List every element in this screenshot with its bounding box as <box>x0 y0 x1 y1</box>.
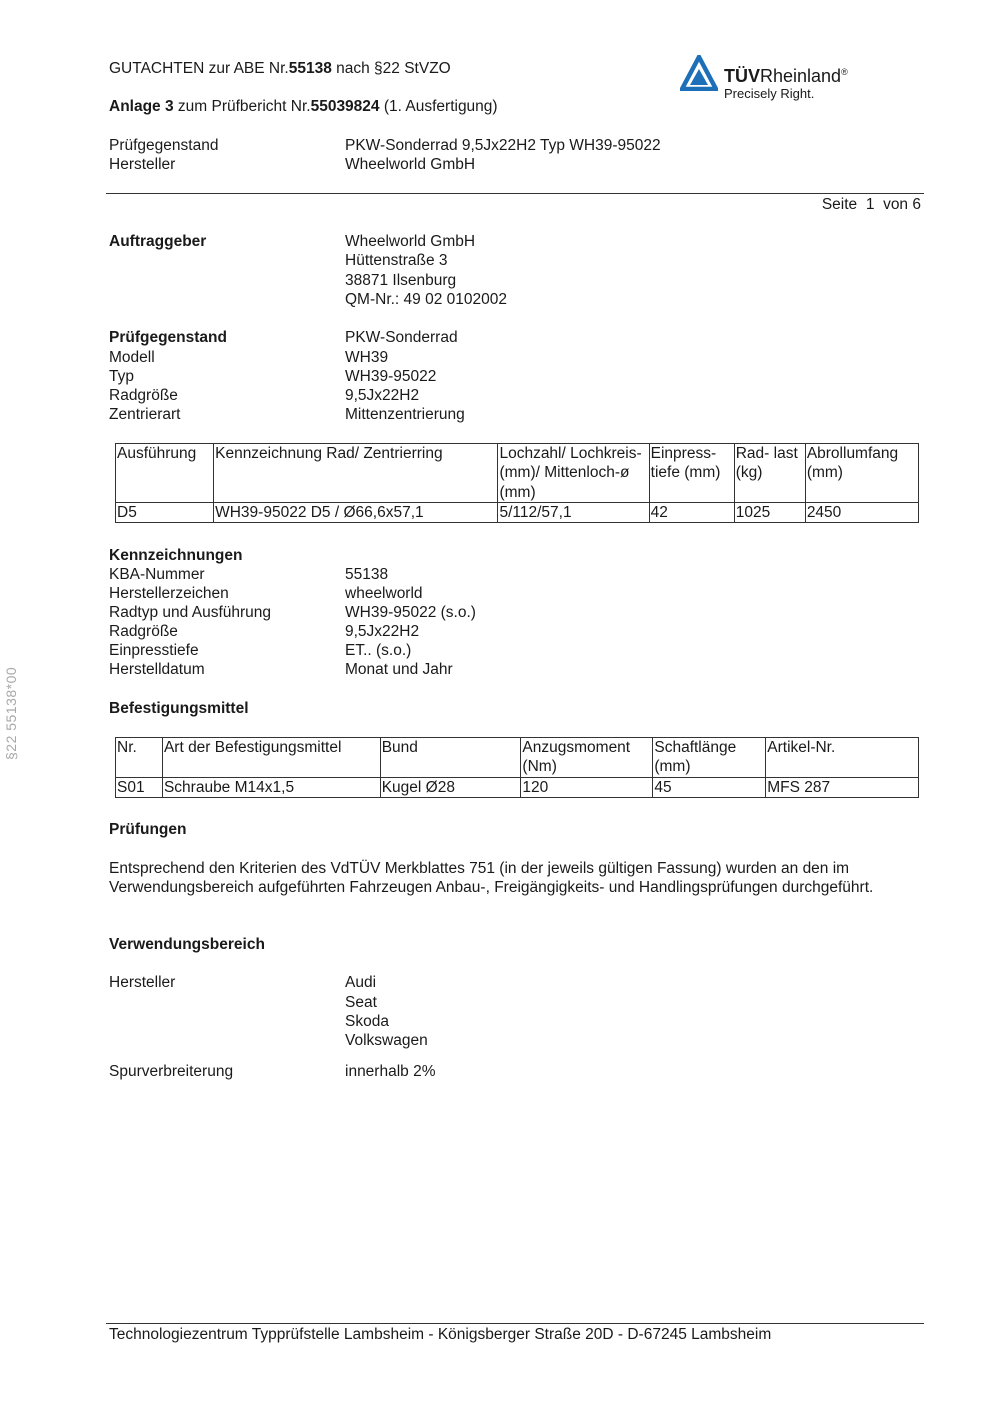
usage-heading: Verwendungsbereich <box>109 936 265 953</box>
subject-label: Prüfgegenstand <box>109 137 219 154</box>
marking-row <box>109 565 929 584</box>
fasteners-heading-row <box>109 699 929 718</box>
test-object-row <box>109 405 929 424</box>
test-object-label: Typ <box>109 368 134 385</box>
test-object-value: Mittenzentrierung <box>345 406 465 423</box>
usage-manufacturer-label: Hersteller <box>109 974 176 991</box>
column-header: Einpress- tiefe (mm) <box>649 444 734 503</box>
fasteners-heading: Befestigungsmittel <box>109 700 249 717</box>
marking-value: wheelworld <box>345 585 423 602</box>
marking-label: KBA-Nummer <box>109 566 205 583</box>
column-header: Schaftlänge (mm) <box>653 738 766 778</box>
usage-manufacturer-row <box>109 1031 929 1050</box>
side-stamp: §22 55138*00 <box>3 666 19 760</box>
table-cell: WH39-95022 D5 / Ø66,6x57,1 <box>214 502 498 522</box>
markings-heading-row <box>109 546 929 565</box>
marking-value: Monat und Jahr <box>345 661 453 678</box>
tests-paragraph: Entsprechend den Kriterien des VdTÜV Merkblattes 751 (in der jeweils gültigen Fassung) wurden an den im Verwendungsbereich aufgeführten Fahrzeugen Anbau-, Freigängigkeits- und Handlingsprüfungen durchgeführt. <box>109 860 874 897</box>
table-cell: D5 <box>116 502 214 522</box>
client-row <box>109 251 929 270</box>
markings-heading: Kennzeichnungen <box>109 547 243 564</box>
page-of: von <box>883 196 909 213</box>
title-suffix: nach §22 StVZO <box>331 60 451 77</box>
table-row <box>116 502 919 522</box>
test-object-label: Radgröße <box>109 387 178 404</box>
table-header-row <box>116 444 919 503</box>
track-row <box>109 1062 929 1081</box>
column-header: Art der Befestigungsmittel <box>162 738 380 778</box>
marking-value: 55138 <box>345 566 389 583</box>
anlage-mid: zum Prüfbericht Nr. <box>173 98 311 115</box>
client-row <box>109 290 929 309</box>
title-prefix: GUTACHTEN zur ABE Nr. <box>109 60 289 77</box>
table-row <box>116 777 919 797</box>
marking-label: Herstellerzeichen <box>109 585 229 602</box>
track-value: innerhalb 2% <box>345 1063 436 1080</box>
test-object-label: Zentrierart <box>109 406 181 423</box>
marking-label: Radgröße <box>109 623 178 640</box>
test-object-row <box>109 386 929 405</box>
tests-heading: Prüfungen <box>109 821 187 838</box>
report-title <box>109 59 451 78</box>
usage-manufacturer: Audi <box>345 974 377 991</box>
usage-manufacturer-row <box>109 973 929 992</box>
variant-table <box>115 443 919 523</box>
registered-mark: ® <box>841 67 848 77</box>
client-row <box>109 271 929 290</box>
header-divider <box>106 193 924 194</box>
column-header: Artikel-Nr. <box>766 738 919 778</box>
usage-heading-row <box>109 935 929 954</box>
column-header: Kennzeichnung Rad/ Zentrierring <box>214 444 498 503</box>
page-current: 1 <box>865 196 875 213</box>
brand-bold: TÜV <box>724 66 760 86</box>
marking-value: ET.. (s.o.) <box>345 642 412 659</box>
column-header: Ausführung <box>116 444 214 503</box>
usage-manufacturer: Skoda <box>345 1013 389 1030</box>
column-header: Rad- last (kg) <box>734 444 805 503</box>
table-cell: 120 <box>521 777 653 797</box>
table-header-row <box>116 738 919 778</box>
test-object-value: WH39-95022 <box>345 368 437 385</box>
client-line: 38871 Ilsenburg <box>345 272 457 289</box>
table-cell: MFS 287 <box>766 777 919 797</box>
footer-address: Technologiezentrum Typprüfstelle Lambsheim - Königsberger Straße 20D - D-67245 Lambsheim <box>109 1326 772 1343</box>
marking-row <box>109 603 929 622</box>
table-cell: S01 <box>116 777 163 797</box>
marking-label: Einpresstiefe <box>109 642 199 659</box>
table-cell: 42 <box>649 502 734 522</box>
column-header: Lochzahl/ Lochkreis- (mm)/ Mittenloch-ø (mm) <box>498 444 649 503</box>
test-object-heading-row <box>109 328 929 347</box>
marking-row <box>109 660 929 679</box>
brand-name <box>724 62 848 86</box>
client-line: Hüttenstraße 3 <box>345 252 448 269</box>
manufacturer-label: Hersteller <box>109 156 176 173</box>
marking-row <box>109 641 929 660</box>
report-number: 55039824 <box>310 98 380 115</box>
table-cell: 1025 <box>734 502 805 522</box>
marking-label: Herstelldatum <box>109 661 205 678</box>
marking-value: 9,5Jx22H2 <box>345 623 420 640</box>
column-header: Nr. <box>116 738 163 778</box>
test-object-value: 9,5Jx22H2 <box>345 387 420 404</box>
page-indicator <box>822 195 921 214</box>
client-heading-row <box>109 232 929 251</box>
subject-value: PKW-Sonderrad 9,5Jx22H2 Typ WH39-95022 <box>345 137 661 154</box>
page-total: 6 <box>912 196 921 213</box>
brand-rest: Rheinland <box>760 66 842 86</box>
anlage-line <box>109 97 498 116</box>
client-line: QM-Nr.: 49 02 0102002 <box>345 291 507 308</box>
page-label: Seite <box>821 196 858 213</box>
tests-heading-row <box>109 820 929 839</box>
test-object-row <box>109 348 929 367</box>
table-cell: 2450 <box>805 502 918 522</box>
test-object-heading: Prüfgegenstand <box>109 329 227 346</box>
usage-manufacturer: Volkswagen <box>345 1032 428 1049</box>
marking-label: Radtyp und Ausführung <box>109 604 272 621</box>
table-cell: Kugel Ø28 <box>380 777 521 797</box>
column-header: Anzugsmoment (Nm) <box>521 738 653 778</box>
test-object-label: Modell <box>109 349 155 366</box>
table-cell: Schraube M14x1,5 <box>162 777 380 797</box>
anlage-label: Anlage 3 <box>109 98 174 115</box>
usage-manufacturer: Seat <box>345 994 377 1011</box>
anlage-suffix: (1. Ausfertigung) <box>379 98 498 115</box>
test-object-heading-value: PKW-Sonderrad <box>345 329 458 346</box>
test-object-value: WH39 <box>345 349 389 366</box>
track-label: Spurverbreiterung <box>109 1063 234 1080</box>
table-cell: 45 <box>653 777 766 797</box>
tuv-triangle-icon <box>680 55 718 91</box>
column-header: Abrollumfang (mm) <box>805 444 918 503</box>
tuv-logo <box>680 55 870 105</box>
subject-row <box>109 136 929 155</box>
usage-manufacturer-row <box>109 993 929 1012</box>
client-label: Auftraggeber <box>109 233 207 250</box>
marking-row <box>109 622 929 641</box>
manufacturer-value: Wheelworld GmbH <box>345 156 476 173</box>
fasteners-table <box>115 737 919 798</box>
table-cell: 5/112/57,1 <box>498 502 649 522</box>
usage-manufacturer-row <box>109 1012 929 1031</box>
abe-number: 55138 <box>288 60 332 77</box>
test-object-row <box>109 367 929 386</box>
marking-row <box>109 584 929 603</box>
client-line: Wheelworld GmbH <box>345 233 476 250</box>
manufacturer-row <box>109 155 929 174</box>
footer-divider <box>106 1323 924 1324</box>
marking-value: WH39-95022 (s.o.) <box>345 604 476 621</box>
brand-tagline: Precisely Right. <box>724 86 815 101</box>
column-header: Bund <box>380 738 521 778</box>
